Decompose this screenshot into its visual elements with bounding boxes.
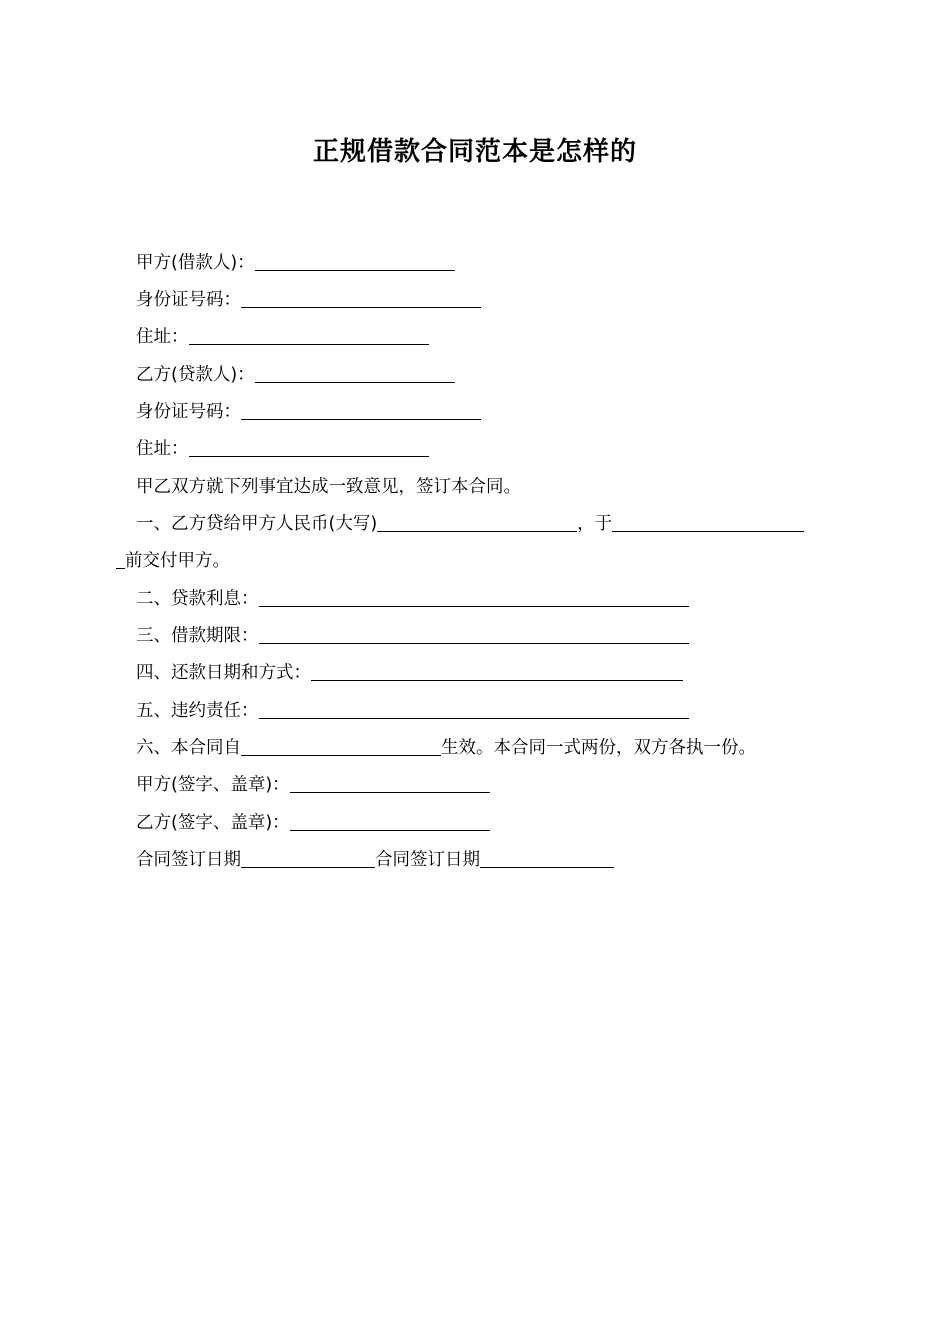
party-b-address-line <box>136 436 429 462</box>
intro-text: 甲乙双方就下列事宜达成一致意见，签订本合同。 <box>136 477 521 497</box>
party-a-line <box>136 250 455 276</box>
sign-date-label-2: 合同签订日期 <box>375 850 480 870</box>
party-a-signature-blank[interactable] <box>290 774 490 793</box>
clause-3-blank[interactable] <box>259 625 689 644</box>
clause-3-line <box>136 623 689 649</box>
party-a-id-label: 身份证号码： <box>136 290 241 310</box>
party-b-line <box>136 362 455 388</box>
clause-4-label: 四、还款日期和方式： <box>136 663 311 683</box>
party-b-signature-label: 乙方(签字、盖章)： <box>136 813 290 833</box>
party-b-signature-blank[interactable] <box>290 812 490 831</box>
clause-6-line <box>136 735 756 761</box>
party-b-blank[interactable] <box>255 364 455 383</box>
sign-date-blank-1[interactable] <box>241 849 375 868</box>
clause-2-blank[interactable] <box>259 588 689 607</box>
party-b-address-blank[interactable] <box>189 438 429 457</box>
party-a-signature-line <box>136 772 490 798</box>
clause-6-blank[interactable] <box>241 737 441 756</box>
clause-1-prefix: 一、乙方贷给甲方人民币(大写) <box>136 514 378 534</box>
clause-1-date-blank-cont[interactable] <box>116 550 125 569</box>
party-a-address-blank[interactable] <box>189 326 429 345</box>
sign-date-line <box>136 847 614 873</box>
party-a-blank[interactable] <box>255 252 455 271</box>
clause-1-date-blank[interactable] <box>612 513 804 532</box>
page-title: 正规借款合同范本是怎样的 <box>312 137 637 167</box>
party-b-id-line <box>136 399 481 425</box>
clause-3-label: 三、借款期限： <box>136 626 259 646</box>
clause-4-blank[interactable] <box>311 662 683 681</box>
party-a-id-line <box>136 287 481 313</box>
party-a-label: 甲方(借款人)： <box>136 253 255 273</box>
clause-2-line <box>136 586 689 612</box>
clause-4-line <box>136 660 683 686</box>
sign-date-blank-2[interactable] <box>480 849 614 868</box>
clause-5-line <box>136 698 689 724</box>
clause-6-suffix: 生效。本合同一式两份，双方各执一份。 <box>441 738 756 758</box>
clause-1-cont-line <box>116 548 230 574</box>
sign-date-label-1: 合同签订日期 <box>136 850 241 870</box>
party-b-id-label: 身份证号码： <box>136 402 241 422</box>
party-b-label: 乙方(贷款人)： <box>136 365 255 385</box>
party-b-signature-line <box>136 810 490 836</box>
clause-1-mid: ，于 <box>577 514 613 534</box>
clause-1-line <box>136 511 804 537</box>
party-a-address-label: 住址： <box>136 327 189 347</box>
party-b-address-label: 住址： <box>136 439 189 459</box>
party-b-id-blank[interactable] <box>241 401 481 420</box>
party-a-id-blank[interactable] <box>241 289 481 308</box>
clause-5-label: 五、违约责任： <box>136 701 259 721</box>
party-a-address-line <box>136 324 429 350</box>
clause-2-label: 二、贷款利息： <box>136 589 259 609</box>
clause-5-blank[interactable] <box>259 700 689 719</box>
clause-1-suffix: 前交付甲方。 <box>125 551 230 571</box>
clause-1-amount-blank[interactable] <box>377 513 577 532</box>
party-a-signature-label: 甲方(签字、盖章)： <box>136 775 290 795</box>
clause-6-prefix: 六、本合同自 <box>136 738 241 758</box>
